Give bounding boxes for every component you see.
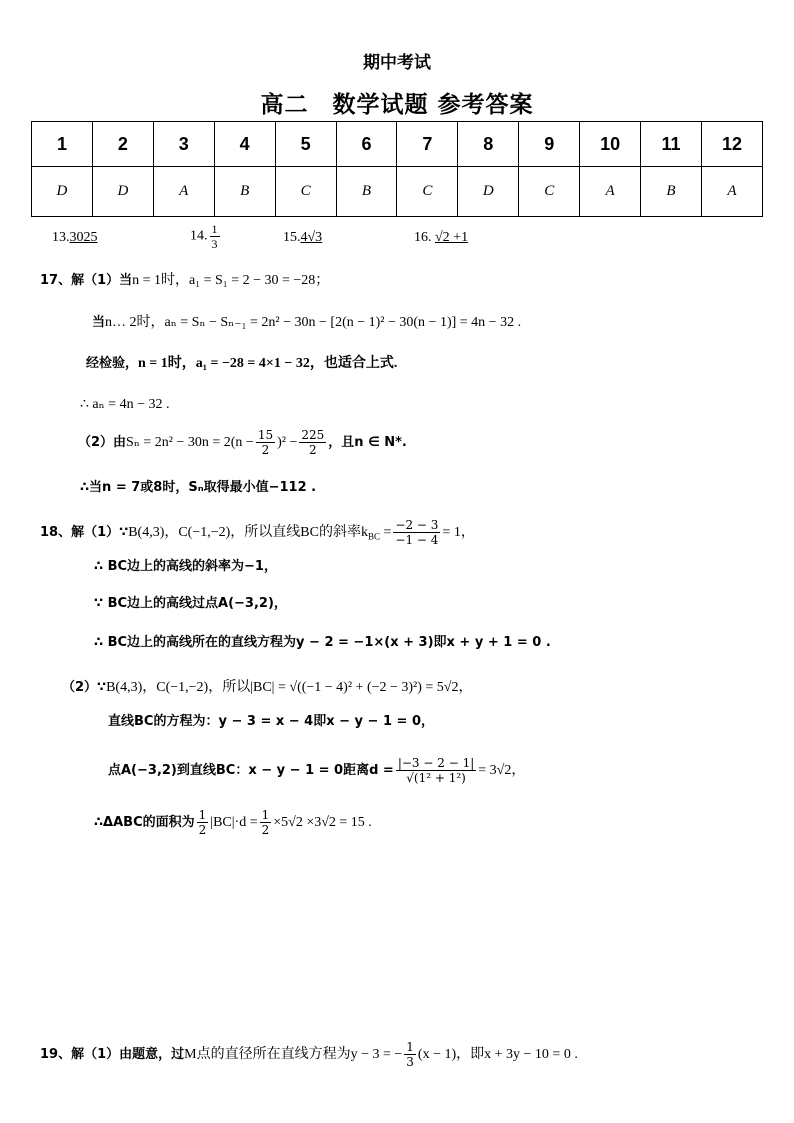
question-number-cell: 5 [275,122,336,167]
q17-l1-text: 17、解（1）当 [40,273,133,288]
answer-table [31,121,763,217]
q15-label: 15. [283,230,301,245]
answer-cell: D [458,167,519,217]
q18-l1-eq: = [380,525,392,540]
page-title: 高二 数学试题 参考答案 [260,92,534,118]
q18-line1 [40,518,475,547]
q13-answer [52,230,98,246]
q18-line2: ∴ BC边上的高线的斜率为−1， [94,559,277,574]
q17-l5-f2-num: 225 [301,428,325,442]
question-number-cell: 7 [397,122,458,167]
question-number-cell: 9 [519,122,580,167]
q17-l3-math: n = 1时，a₁ = −28 = 4×1 − 32，也适合上式. [138,356,398,371]
q19-line1 [40,1040,578,1069]
q18-l8-text: ∴ΔABC的面积为 [94,815,195,830]
q18-l8-fraction1 [197,808,209,837]
answer-row [32,167,763,217]
q18-l8-f2-num: 1 [261,808,270,822]
q17-line6: ∴当n = 7或8时，Sₙ取得最小值−112 . [80,480,317,495]
q18-line5 [62,677,473,698]
answer-cell: A [580,167,641,217]
answer-cell: C [275,167,336,217]
q17-l3-text: 经检验， [86,356,139,371]
q17-line1 [40,270,329,291]
q19-l1-fraction [404,1040,416,1069]
q18-l8-tail: ×5√2 ×3√2 = 15 . [273,815,372,830]
q19-l1-text: 19、解（1）由题意，过 [40,1047,185,1062]
q16-answer [414,230,468,246]
question-number-cell: 3 [153,122,214,167]
q17-line5 [78,428,407,457]
q19-l1-f-num: 1 [406,1040,414,1054]
q18-line8 [94,808,372,837]
answer-cell: C [397,167,458,217]
q17-l2-math: n… 2时，aₙ = Sₙ − Sₙ₋₁ = 2n² − 30n − [2(n − 1)² − 30(n − 1)] = 4n − 32 . [105,315,522,330]
q14-numerator: 1 [211,222,218,236]
q18-l7-tail: = 3√2， [478,763,526,778]
q19-l1-f-den: 3 [406,1055,414,1069]
q18-l7-f-num: |−3 − 2 − 1| [397,756,475,770]
q16-label: 16. [414,230,432,245]
q18-l7-f-den: √(1² + 1²) [406,771,466,785]
q15-value: 4√3 [300,230,323,245]
answer-cell: B [336,167,397,217]
q17-l5-fraction2 [299,428,326,457]
question-number-cell: 8 [458,122,519,167]
exam-subtitle: 期中考试 [363,53,431,73]
q19-l1-math: M点的直径所在直线方程为y − 3 = − [184,1047,403,1062]
q14-denominator: 3 [211,237,218,251]
answer-cell: C [519,167,580,217]
answer-cell: D [92,167,153,217]
q18-l8-math: |BC|·d = [210,815,258,830]
question-number-cell: 12 [701,122,762,167]
q19-l1-tail: (x − 1)，即x + 3y − 10 = 0 . [417,1047,578,1062]
q18-l8-f1-den: 2 [198,823,207,837]
q17-l5-f2-den: 2 [309,443,317,457]
q17-l2-text: 当 [92,315,106,330]
question-number-row [32,122,763,167]
q18-line4: ∴ BC边上的高线所在的直线方程为y − 2 = −1×(x + 3)即x + y + 1 = 0 . [94,635,551,650]
answer-cell: B [641,167,702,217]
q14-label: 14. [190,228,208,244]
q18-l8-f2-den: 2 [261,823,270,837]
q18-l1-sub: BC [367,531,380,542]
q17-line3 [86,353,397,374]
q18-l7-fraction [396,756,476,785]
question-number-cell: 6 [336,122,397,167]
question-number-cell: 10 [580,122,641,167]
q18-line3: ∵ BC边上的高线过点A(−3,2)， [94,596,287,611]
q17-l5-math1: Sₙ = 2n² − 30n = 2(n − [126,435,254,450]
q17-l5-tail: ，且n ∈ N*. [328,435,407,450]
q17-line4: ∴ aₙ = 4n − 32 . [80,397,170,412]
answer-cell: B [214,167,275,217]
answer-cell: A [701,167,762,217]
q18-line7 [108,756,525,785]
q18-l8-fraction2 [260,808,272,837]
q18-l7-text: 点A(−3,2)到直线BC：x − y − 1 = 0距离d = [108,763,394,778]
q17-l5-f1-num: 15 [257,428,274,442]
answer-cell: D [32,167,93,217]
q18-l1-f-den: −1 − 4 [395,533,439,547]
q14-answer [190,222,222,251]
question-number-cell: 4 [214,122,275,167]
q13-value: 3025 [69,230,98,245]
q15-answer [283,230,322,246]
q13-label: 13. [52,230,70,245]
q18-l1-fraction [393,518,440,547]
q18-l1-f-num: −2 − 3 [395,518,439,532]
q18-line6: 直线BC的方程为：y − 3 = x − 4即x − y − 1 = 0， [108,714,435,729]
q18-l5-text: （2）∵ [62,680,107,695]
q18-l1-tail: = 1， [442,525,475,540]
q18-l1-text: 18、解（1）∵ [40,525,129,540]
q16-value: √2 +1 [435,230,469,245]
q17-l5-math2: )² − [277,435,298,450]
q17-l5-fraction1 [256,428,275,457]
q17-l1-math: n = 1时，a₁ = S₁ = 2 − 30 = −28； [132,273,330,288]
q17-l5-text: （2）由 [78,435,127,450]
question-number-cell: 2 [92,122,153,167]
q14-fraction [210,222,220,251]
q18-l5-math: B(4,3)，C(−1,−2)，所以|BC| = √((−1 − 4)² + (−2 − 3)²) = 5√2， [106,680,473,695]
q18-l8-f1-num: 1 [198,808,207,822]
q18-l1-math: B(4,3)，C(−1,−2)，所以直线BC的斜率k [128,525,368,540]
question-number-cell: 1 [32,122,93,167]
q17-line2 [92,312,521,333]
q17-l5-f1-den: 2 [261,443,270,457]
question-number-cell: 11 [641,122,702,167]
answer-cell: A [153,167,214,217]
